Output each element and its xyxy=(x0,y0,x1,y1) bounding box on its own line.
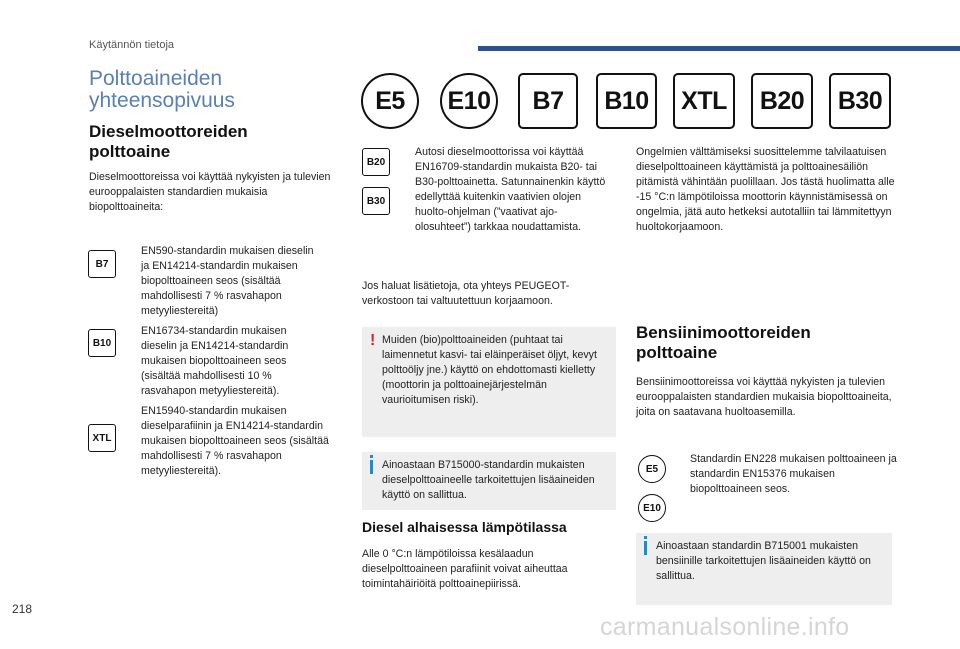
petrol-text: Standardin EN228 mukaisen polttoaineen ja standardin EN15376 mukaisen biopolttoaineen seos. xyxy=(690,453,897,495)
page-number: 218 xyxy=(12,602,33,616)
fuel-label-b10: B10 xyxy=(596,73,657,129)
info-note-petrol xyxy=(636,533,892,605)
b20-b30-text: Autosi dieselmoottorissa voi käyttää EN16709-standardin mukaista B20- tai B30-polttoainetta. Satunnainenkin käyttö edellyttää kuitenkin vaativien olojen huolto-ohjelman (”vaativat ajo-olosuhteet”) tarkkaa noudattamista. xyxy=(415,146,606,233)
fuel-label-b20-small: B20 xyxy=(362,148,390,176)
cold-text: Alle 0 °C:n lämpötiloissa kesälaadun dieselpolttoaineen parafiinit voivat aiheuttaa toimintahäiriöitä polttoainepiirissä. xyxy=(362,548,568,590)
diesel-item-b7: EN590-standardin mukaisen dieselin ja EN14214-standardin mukaisen biopolttoaineen seos (sisältää mahdollisesti 7 % rasvahapon metyyliestereitä) xyxy=(141,245,314,317)
fuel-label-xtl: XTL xyxy=(673,73,735,129)
cold-heading: Diesel alhaisessa lämpötilassa xyxy=(362,519,567,535)
fuel-label-xtl-small: XTL xyxy=(88,424,116,452)
fuel-label-e10-small: E10 xyxy=(638,494,666,522)
warning-text: Muiden (bio)polttoaineiden (puhtaat tai laimennetut kasvi- tai eläinperäiset öljyt, kevyt polttoöljy jne.) käyttö on ehdottomasti kielletty (moottorin ja polttoainejärjestelmän vaurioitumisen riski). xyxy=(382,334,597,406)
section-label: Käytännön tietoja xyxy=(89,39,175,51)
header-rule xyxy=(478,46,960,51)
diesel-item-b10: EN16734-standardin mukaisen dieselin ja EN14214-standardin mukaisen biopolttoaineen seos (sisältää mahdollisesti 10 % rasvahapon metyyliestereitä). xyxy=(141,325,289,397)
fuel-label-b10-small: B10 xyxy=(88,329,116,357)
diesel-intro: Dieselmoottoreissa voi käyttää nykyisten ja tulevien eurooppalaisten standardien mukaisia biopolttoaineita: xyxy=(89,171,331,213)
fuel-label-e5-small: E5 xyxy=(638,455,666,483)
page-title: Polttoaineiden yhteensopivuus xyxy=(89,67,235,112)
diesel-item-xtl: EN15940-standardin mukaisen dieselparafiinin ja EN14214-standardin mukaisen biopolttoaineen seos (sisältää mahdollisesti 7 % rasvahapon metyyliestereitä). xyxy=(141,405,329,477)
info-note-diesel xyxy=(362,452,616,510)
exclamation-icon: ! xyxy=(370,332,376,349)
fuel-label-e5: E5 xyxy=(361,73,419,129)
fuel-label-b30-small: B30 xyxy=(362,187,390,215)
fuel-label-b30: B30 xyxy=(829,73,891,129)
diesel-heading: Dieselmoottoreiden polttoaine xyxy=(89,122,248,161)
contact-text: Jos haluat lisätietoja, ota yhteys PEUGEOT-verkostoon tai valtuutettuun korjaamoon. xyxy=(362,280,570,307)
petrol-intro: Bensiinimoottoreissa voi käyttää nykyisten ja tulevien eurooppalaisten standardien mukaisia biopolttoaineita, joita on saatavana huoltoasemilla. xyxy=(636,376,892,418)
info-text-diesel: Ainoastaan B715000-standardin mukaisten dieselpolttoaineelle tarkoitettujen lisäaineiden käyttö on sallittua. xyxy=(382,459,595,501)
warning-note xyxy=(362,327,616,437)
petrol-heading: Bensiinimoottoreiden polttoaine xyxy=(636,323,811,362)
fuel-label-b7-small: B7 xyxy=(88,250,116,278)
info-text-petrol: Ainoastaan standardin B715001 mukaisten bensiinille tarkoitettujen lisäaineiden käyttö on sallittua. xyxy=(656,540,871,582)
watermark: carmanualsonline.info xyxy=(600,613,850,641)
cold-advice-text: Ongelmien välttämiseksi suosittelemme talvilaatuisen dieselpolttoaineen käyttämistä ja polttoainesäiliön pitämistä vähintään puolillaan. Jos tästä huolimatta alle -15 °C:n lämpötiloissa moottorin käynnistämisessä on ongelmia, jätä auto hetkeksi autotalliin tai lämmitettyyn huoltokorjaamoon. xyxy=(636,146,895,233)
fuel-label-b20: B20 xyxy=(751,73,813,129)
fuel-label-e10: E10 xyxy=(440,73,498,129)
fuel-label-b7: B7 xyxy=(518,73,578,129)
